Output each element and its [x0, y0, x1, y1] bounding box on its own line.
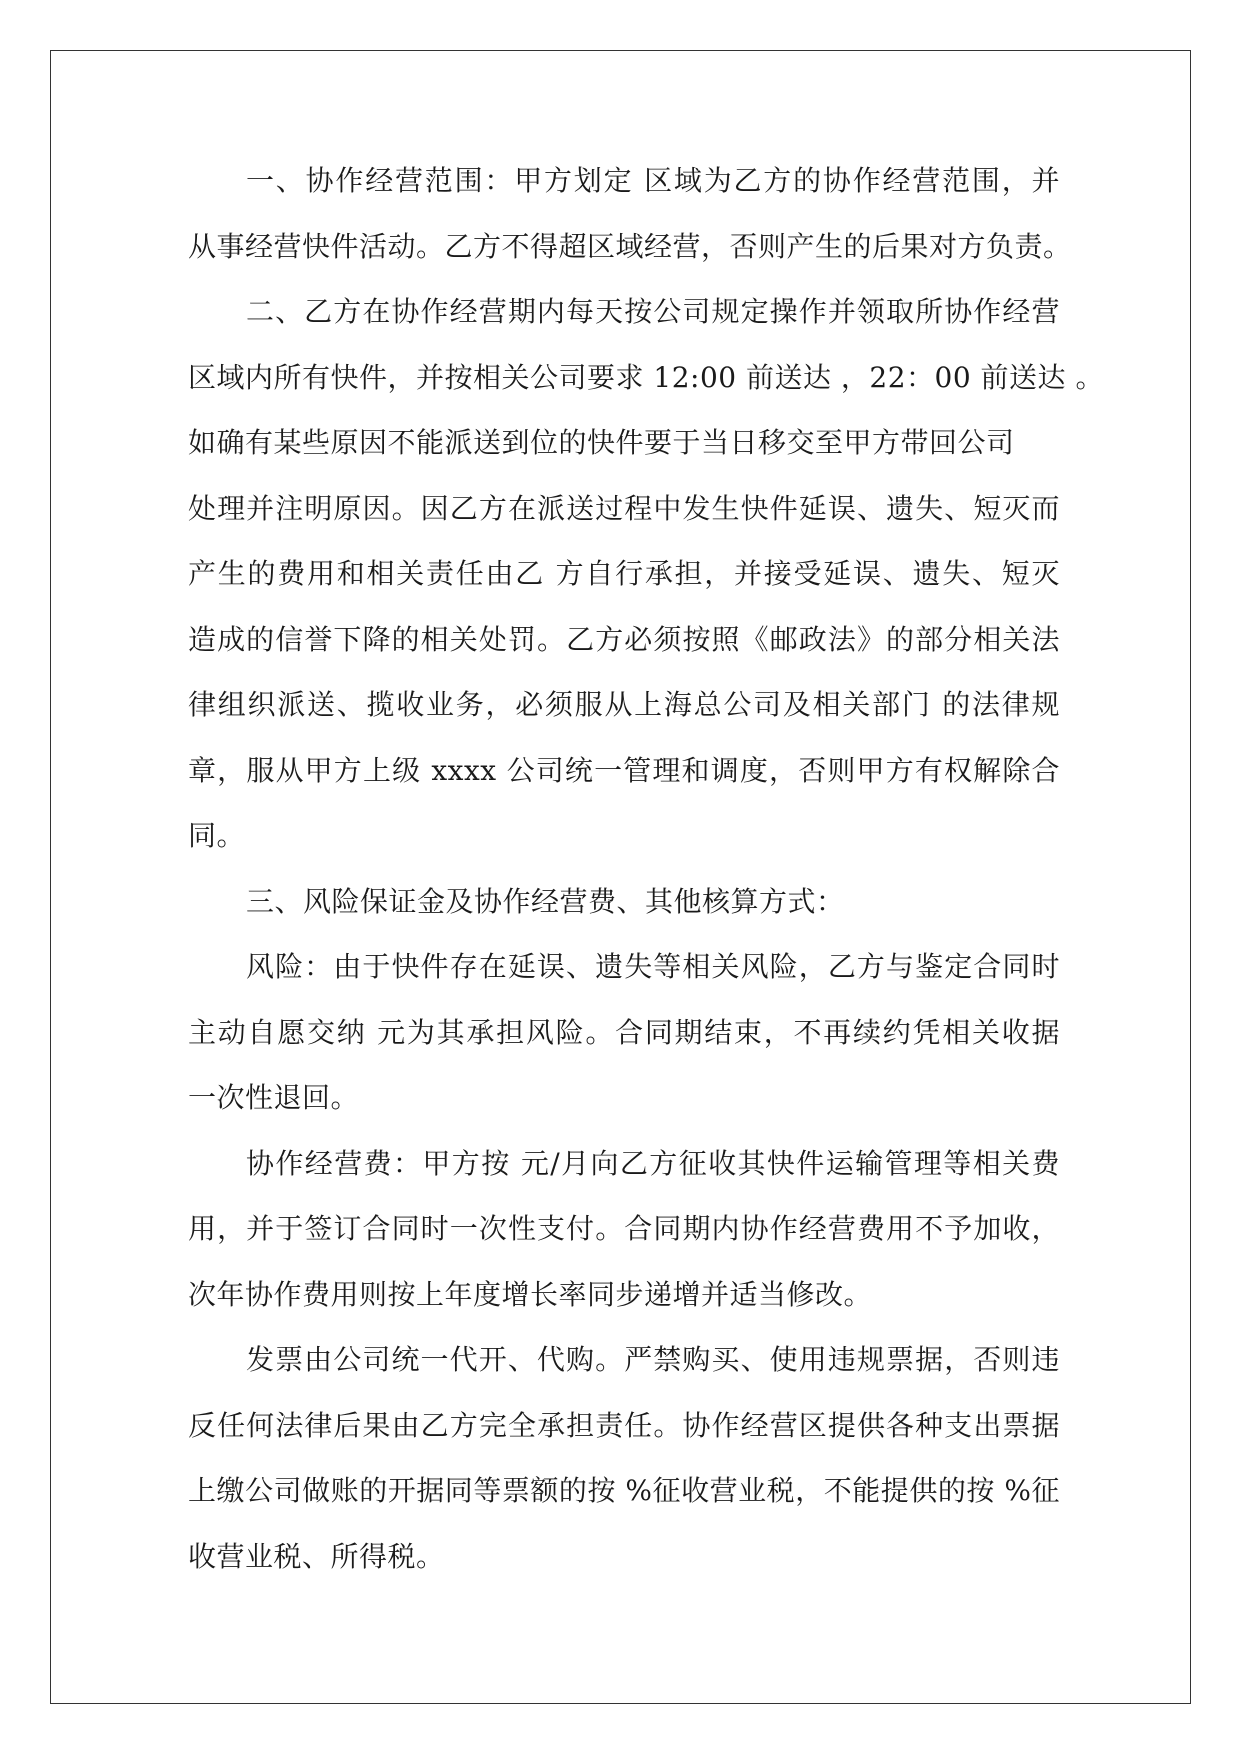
text-line: 区域内所有快件，并按相关公司要求 12:00 前送达 ，22：00 前送达 。: [188, 360, 1104, 394]
text-line: 次年协作费用则按上年度增长率同步递增并适当修改。: [188, 1277, 873, 1311]
document-body: [188, 148, 1104, 1589]
text-line: 协作经营费：甲方按 元/月向乙方征收其快件运输管理等相关费: [246, 1146, 1060, 1180]
text-line: 一次性退回。: [188, 1081, 360, 1114]
text-line: 一、协作经营范围：甲方划定 区域为乙方的协作经营范围，并: [246, 164, 1060, 197]
text-line: 处理并注明原因。因乙方在派送过程中发生快件延误、遗失、短灭而: [188, 491, 1060, 525]
text-line: 反任何法律后果由乙方完全承担责任。协作经营区提供各种支出票据: [188, 1408, 1060, 1442]
text-line: 发票由公司统一代开、代购。严禁购买、使用违规票据，否则违: [246, 1343, 1060, 1376]
text-line: 上缴公司做账的开据同等票额的按 %征收营业税，不能提供的按 %征: [188, 1474, 1060, 1507]
text-line: 产生的费用和相关责任由乙 方自行承担，并接受延误、遗失、短灭: [188, 557, 1060, 590]
text-line: 三、风险保证金及协作经营费、其他核算方式：: [246, 884, 845, 918]
text-line: 同。: [188, 819, 246, 852]
text-line: 律组织派送、揽收业务，必须服从上海总公司及相关部门 的法律规: [188, 688, 1060, 721]
text-line: 造成的信誉下降的相关处罚。乙方必须按照《邮政法》的部分相关法: [188, 622, 1060, 656]
text-line: 二、乙方在协作经营期内每天按公司规定操作并领取所协作经营: [246, 295, 1060, 328]
text-line: 主动自愿交纳 元为其承担风险。合同期结束，不再续约凭相关收据: [188, 1015, 1060, 1049]
text-line: 如确有某些原因不能派送到位的快件要于当日移交至甲方带回公司: [188, 426, 1015, 459]
text-line: 章，服从甲方上级 xxxx 公司统一管理和调度，否则甲方有权解除合: [188, 753, 1060, 787]
text-line: 收营业税、所得税。: [188, 1539, 445, 1573]
text-line: 用，并于签订合同时一次性支付。合同期内协作经营费用不予加收，: [188, 1212, 1060, 1245]
text-line: 风险：由于快件存在延误、遗失等相关风险，乙方与鉴定合同时: [246, 950, 1060, 983]
text-line: 从事经营快件活动。乙方不得超区域经营，否则产生的后果对方负责。: [188, 229, 1072, 263]
